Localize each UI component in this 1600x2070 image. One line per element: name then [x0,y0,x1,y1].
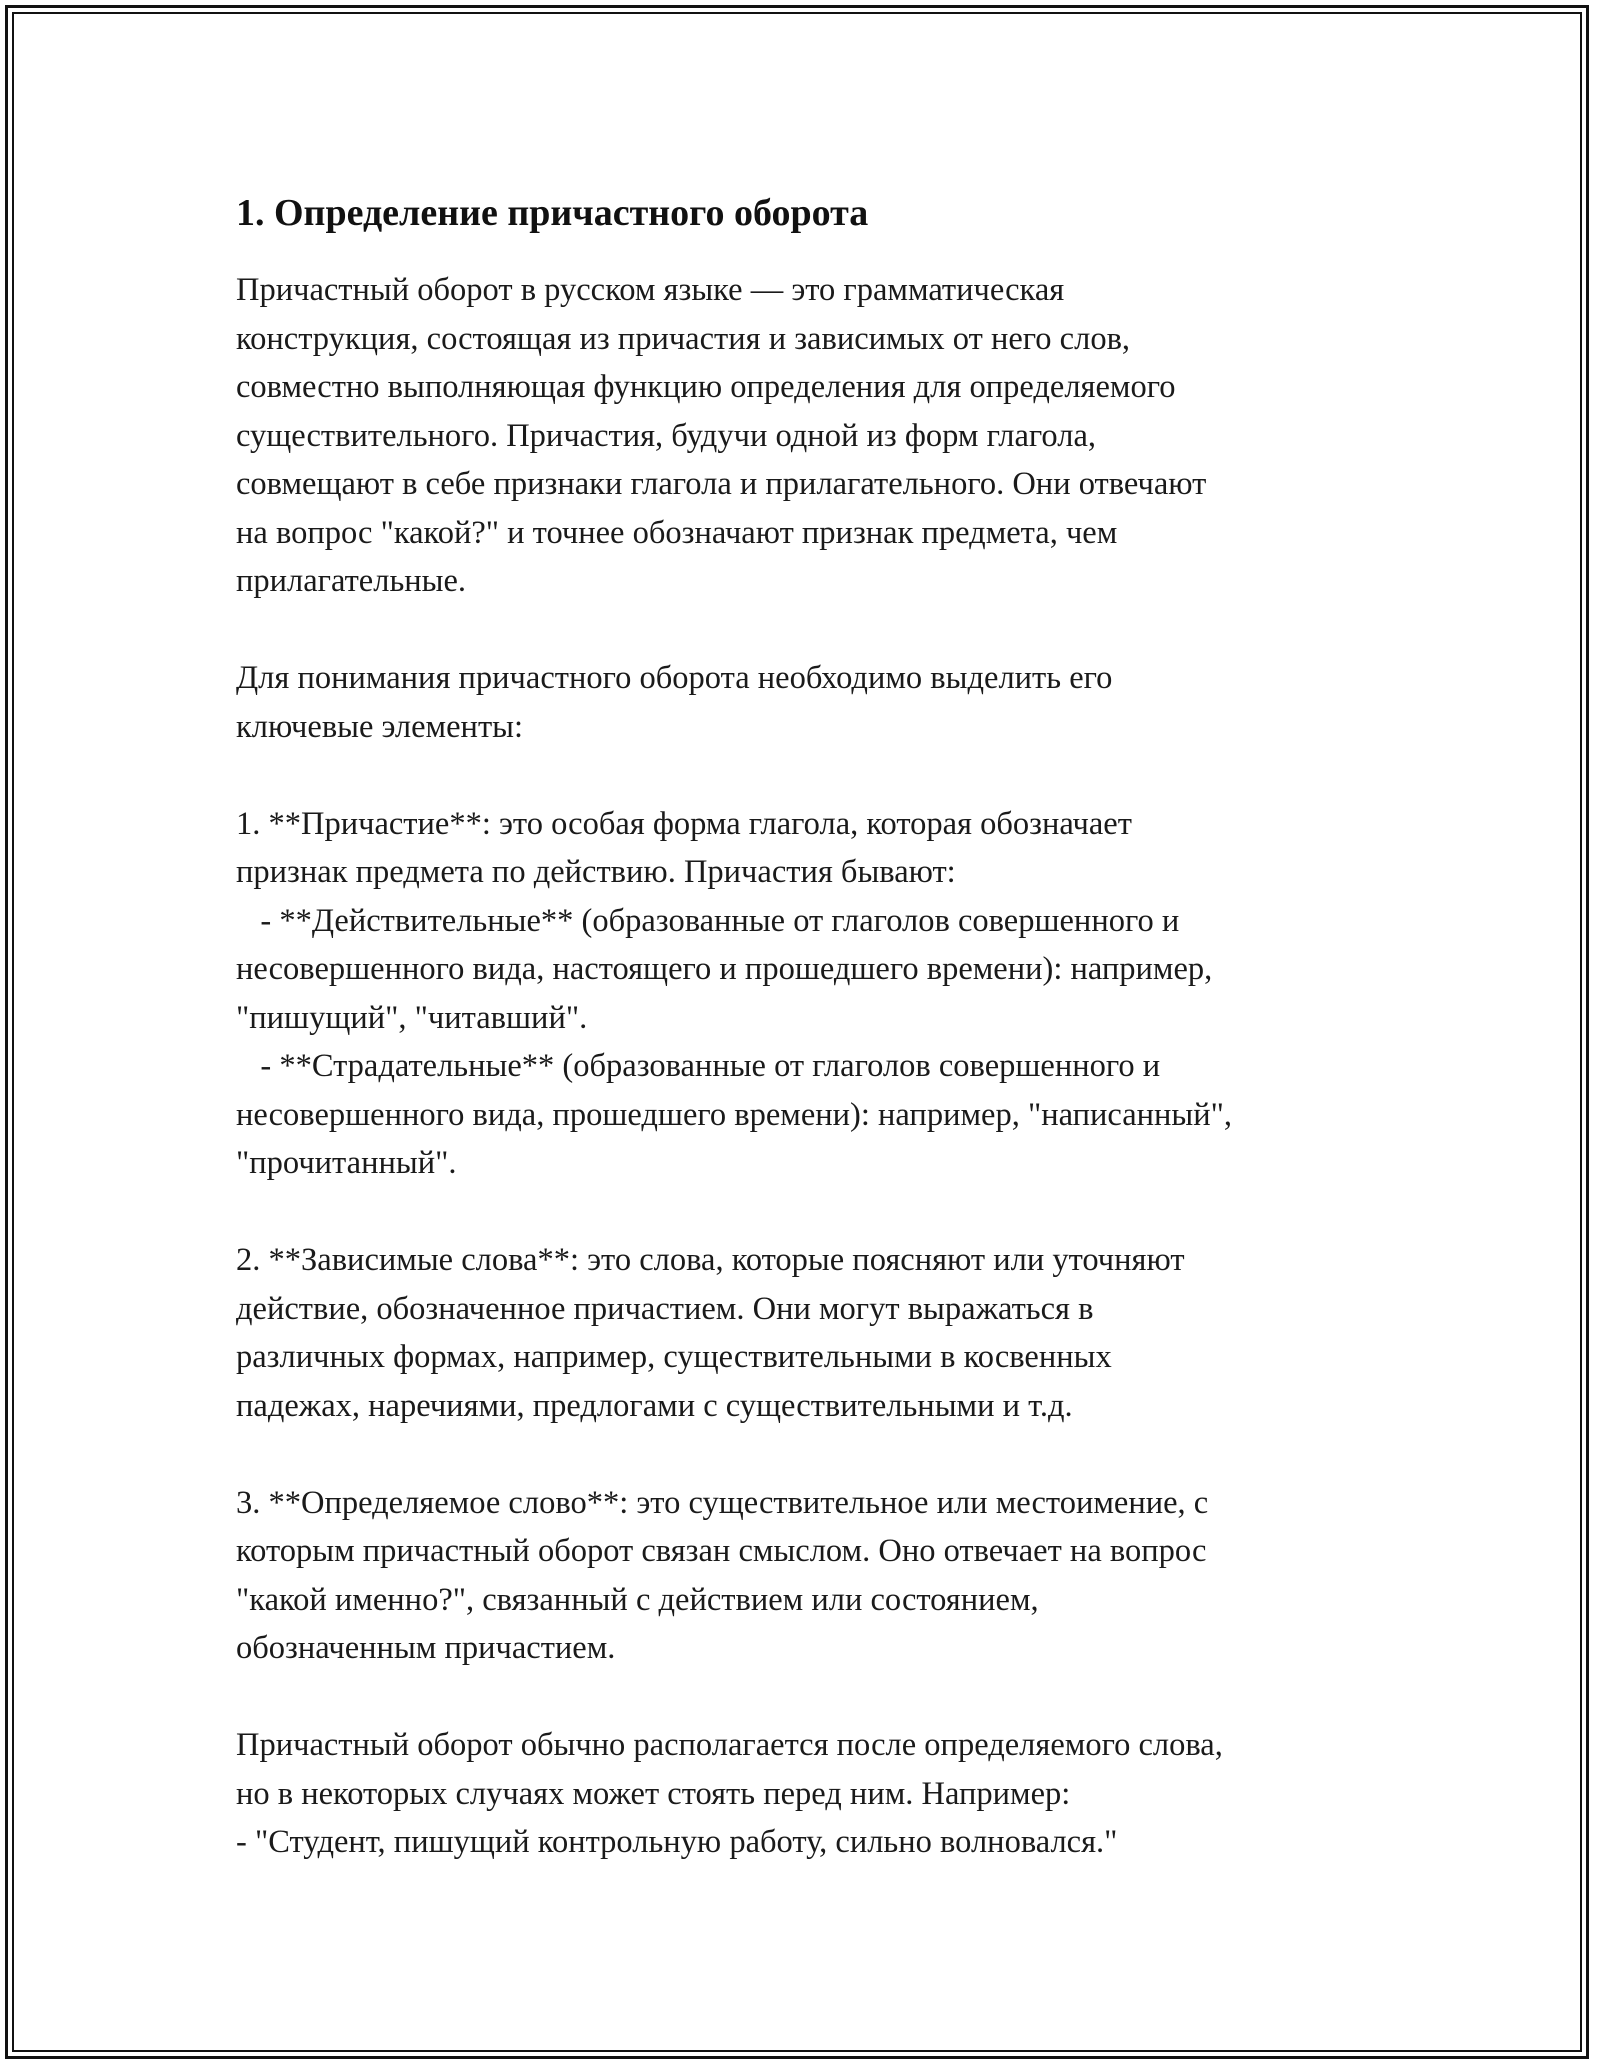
paragraph-key-elements-intro: Для понимания причастного оборота необходимо выделить его ключевые элементы: [236,660,1113,745]
paragraph-position-example: Причастный оборот обычно располагается после определяемого слова, но в некоторых случаях может стоять перед ним. Например: - "Студент, пишущий контрольную работу, сильно волновался." [236,1727,1223,1860]
paragraph-defined-word: 3. **Определяемое слово**: это существительное или местоимение, с которым причастный оборот связан смыслом. Оно отвечает на вопрос "какой именно?", связанный с действием или состоянием, обозначенным причастием. [236,1484,1209,1666]
paragraph-definition: Причастный оборот в русском языке — это грамматическая конструкция, состоящая из причастия и зависимых от него слов, совместно выполняющая функцию определения для определяемого существительного. Причастия, будучи одной из форм глагола, совмещают в себе признаки глагола и прилагательного. Они отвечают на вопрос "какой?" и точнее обозначают признак предмета, чем прилагательные. [236,272,1207,599]
paragraph-dependent-words: 2. **Зависимые слова**: это слова, которые поясняют или уточняют действие, обозначенное причастием. Они могут выражаться в различных формах, например, существительными в косвенных падежах, наречиями, предлогами с существительными и т.д. [236,1242,1185,1424]
document-body [236,186,1386,1867]
paragraph-gap [236,1430,1386,1479]
paragraph-gap [236,1673,1386,1722]
section-title: 1. Определение причастного оборота [236,192,869,234]
paragraph-gap [236,751,1386,800]
paragraph-participle: 1. **Причастие**: это особая форма глагола, которая обозначает признак предмета по действию. Причастия бывают: - **Действительные** (образованные от глаголов совершенного и несовершенного вида, настоящего и прошедшего времени): например, "пишущий", "читавший". - **Страдательные** (образованные от глаголов совершенного и несовершенного вида, прошедшего времени): например, "написанный", "прочитанный". [236,805,1233,1181]
paragraph-gap [236,606,1386,655]
paragraph-gap [236,1188,1386,1237]
